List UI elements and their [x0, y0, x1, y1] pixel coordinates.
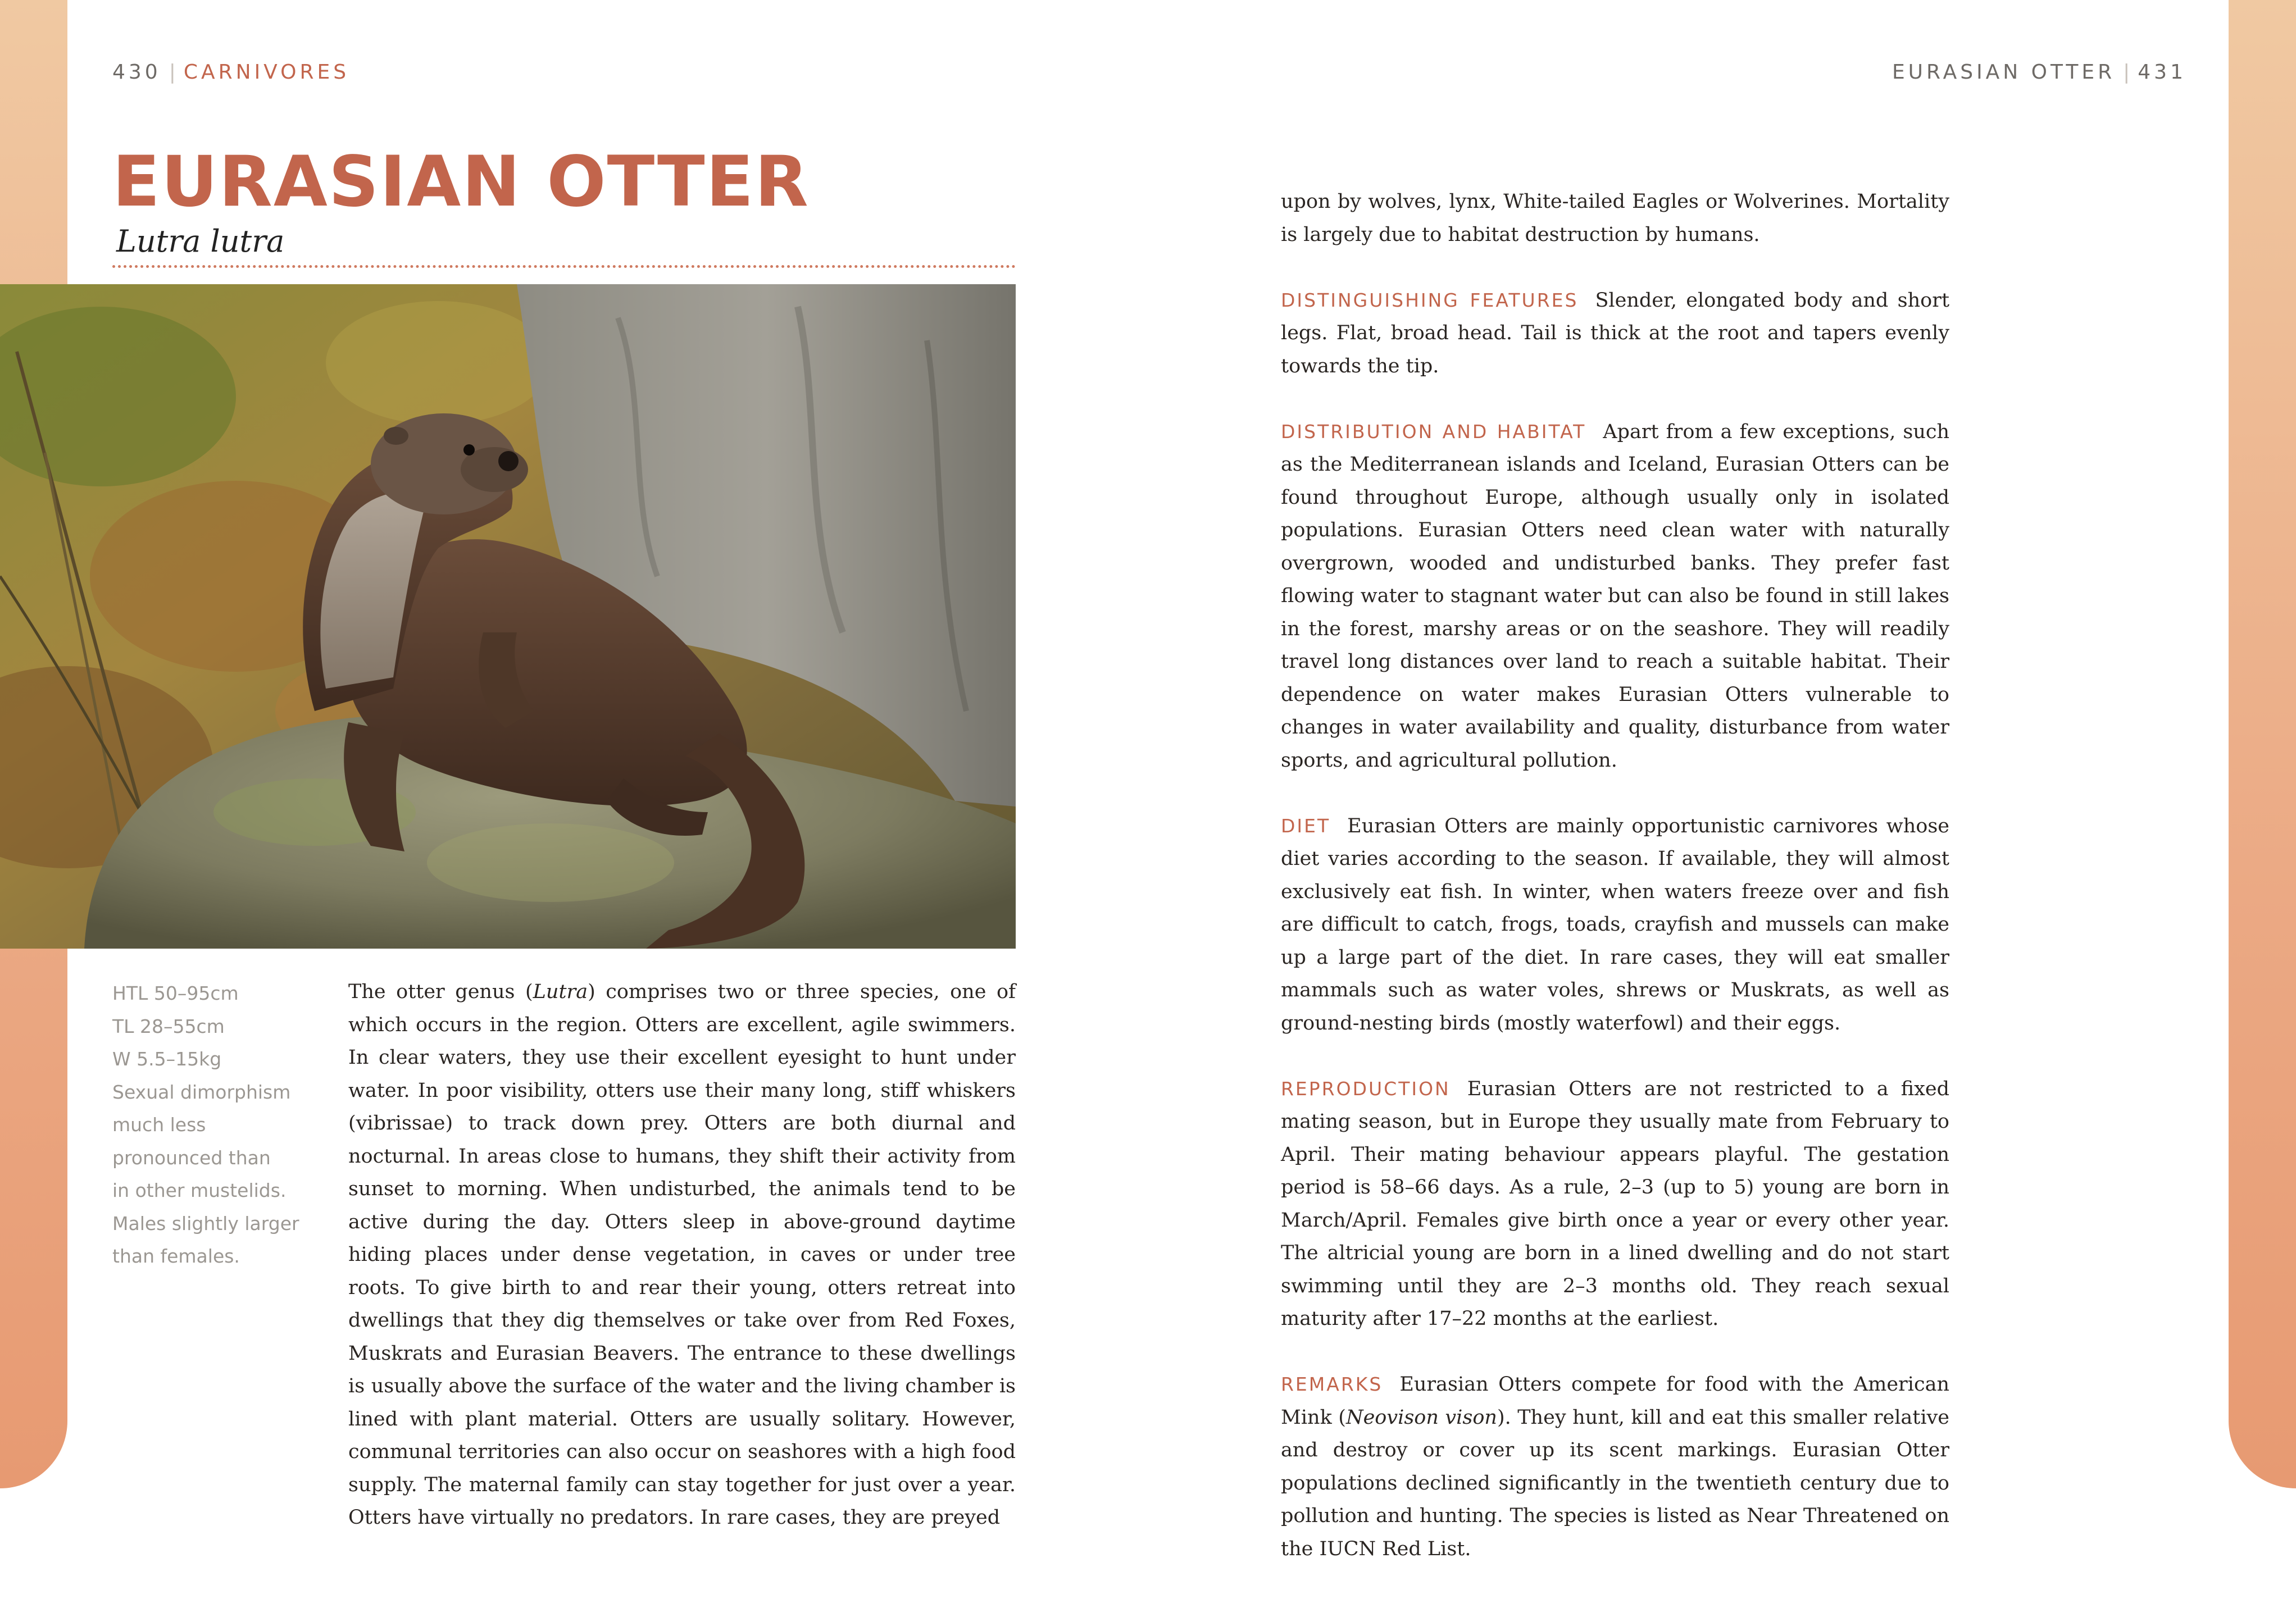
fact-line: Sexual dimorphism — [112, 1081, 291, 1103]
intro-body-text — [348, 976, 1016, 1534]
fact-line: much less — [112, 1114, 206, 1136]
section-distribution-habitat — [1281, 416, 1949, 777]
mink-latin-name: Neovison vison — [1345, 1406, 1497, 1429]
section-heading: DISTINGUISHING FEATURES — [1281, 289, 1579, 311]
page-number-left: 430 — [112, 61, 161, 84]
section-remarks — [1281, 1368, 1949, 1565]
section-text: Eurasian Otters are mainly opportunistic carnivores whose diet varies according to the season. If available, they will almost exclusively eat fish. In winter, when waters freeze over and fish are difficult to catch, frogs, toads, crayfish and mussels can make up a large part of the diet. In rare cases, they will eat smaller mammals such as water voles, shrews or Muskrats, as well as ground-nesting birds (mostly waterfowl) and their eggs. — [1281, 814, 1949, 1035]
measurements-sidebar — [112, 977, 315, 1273]
section-name: CARNIVORES — [183, 61, 350, 84]
section-diet — [1281, 810, 1949, 1040]
title-dotted-rule — [112, 265, 1016, 268]
fact-line: than females. — [112, 1245, 240, 1267]
section-text: Eurasian Otters are not restricted to a fixed mating season, but in Europe they usually mate from February to April. Their mating behaviour appears playful. The gestation period is 58–66 days. As a rule, 2–3 (up to 5) young are born in March/April. Females give birth once a year or every other year. The altricial young are born in a lined dwelling and do not start swimming until they are 2–3 months old. They reach sexual maturity after 17–22 months at the earliest. — [1281, 1077, 1949, 1330]
right-page-column — [1281, 185, 1949, 1598]
fact-line: pronounced than — [112, 1146, 271, 1169]
species-title: EURASIAN OTTER — [112, 142, 810, 222]
running-head-left — [112, 61, 349, 84]
section-text-rest: ). They hunt, kill and eat this smaller relative and destroy or cover up its scent markings. Eurasian Otter populations declined significantly in the twentieth century due to pollution and hunting. The species is listed as Near Threatened on the IUCN Red List. — [1281, 1406, 1950, 1560]
section-heading: REPRODUCTION — [1281, 1077, 1451, 1100]
section-heading: DISTRIBUTION AND HABITAT — [1281, 420, 1586, 443]
running-head-right — [1892, 61, 2186, 84]
intro-text-rest: ) comprises two or three species, one of which occurs in the region. Otters are excellent, agile swimmers. In clear waters, they use their excellent eyesight to hunt under water. In poor visibility, otters use their many long, stiff whiskers (vibrissae) to track down prey. Otters are both diurnal and nocturnal. In areas close to humans, they shift their activity from sunset to morning. When undisturbed, the animals tend to be active during the day. Otters sleep in above-ground daytime hiding places under dense vegetation, in caves or under tree roots. To give birth to and rear their young, otters retreat into dwellings that they dig themselves or take over from Red Foxes, Muskrats and Eurasian Beavers. The entrance to these dwellings is usually above the surface of the water and the living chamber is lined with plant material. Otters are usually solitary. However, communal territories can also occur on seashores with a high food supply. The maternal family can stay together for just over a year. Otters have virtually no predators. In rare cases, they are preyed — [348, 981, 1016, 1529]
intro-paragraph — [348, 976, 1016, 1534]
otter-illustration — [0, 284, 1016, 949]
section-text: Slender, elongated body and short legs. Flat, broad head. Tail is thick at the root and tapers evenly towards the tip. — [1281, 289, 1950, 377]
fact-line: W 5.5–15kg — [112, 1048, 222, 1070]
fact-line: in other mustelids. — [112, 1179, 287, 1201]
fact-line: Males slightly larger — [112, 1212, 299, 1234]
section-text: Apart from a few exceptions, such as the Mediterranean islands and Iceland, Eurasian Otters can be found throughout Europe, although usually only in isolated populations. Eurasian Otters need clean water with naturally overgrown, wooded and undisturbed banks. They prefer fast flowing water to stagnant water but can also be found in still lakes in the forest, marshy areas or on the seashore. They will readily travel long distances over land to reach a suitable habitat. Their dependence on water makes Eurasian Otters vulnerable to changes in water availability and quality, disturbance from water sports, and agricultural pollution. — [1281, 420, 1950, 772]
page-number-right: 431 — [2138, 61, 2186, 84]
species-latin-name: Lutra lutra — [116, 224, 285, 259]
running-head-divider: | — [2123, 61, 2130, 84]
running-head-divider: | — [169, 61, 176, 84]
otter-photo — [0, 284, 1016, 949]
intro-continuation: upon by wolves, lynx, White-tailed Eagles or Wolverines. Mortality is largely due to habitat destruction by humans. — [1281, 190, 1949, 246]
right-page-edge-tab — [2229, 0, 2296, 1488]
section-heading: REMARKS — [1281, 1373, 1383, 1395]
section-heading: DIET — [1281, 814, 1331, 837]
section-reproduction — [1281, 1073, 1949, 1336]
intro-text-start: The otter genus ( — [348, 981, 533, 1003]
running-title: EURASIAN OTTER — [1892, 61, 2116, 84]
section-distinguishing-features — [1281, 284, 1949, 383]
genus-name: Lutra — [533, 981, 588, 1003]
fact-line: HTL 50–95cm — [112, 982, 239, 1004]
section-text: Eurasian Otters compete for food with the American Mink ( — [1281, 1373, 1949, 1429]
fact-line: TL 28–55cm — [112, 1015, 225, 1037]
